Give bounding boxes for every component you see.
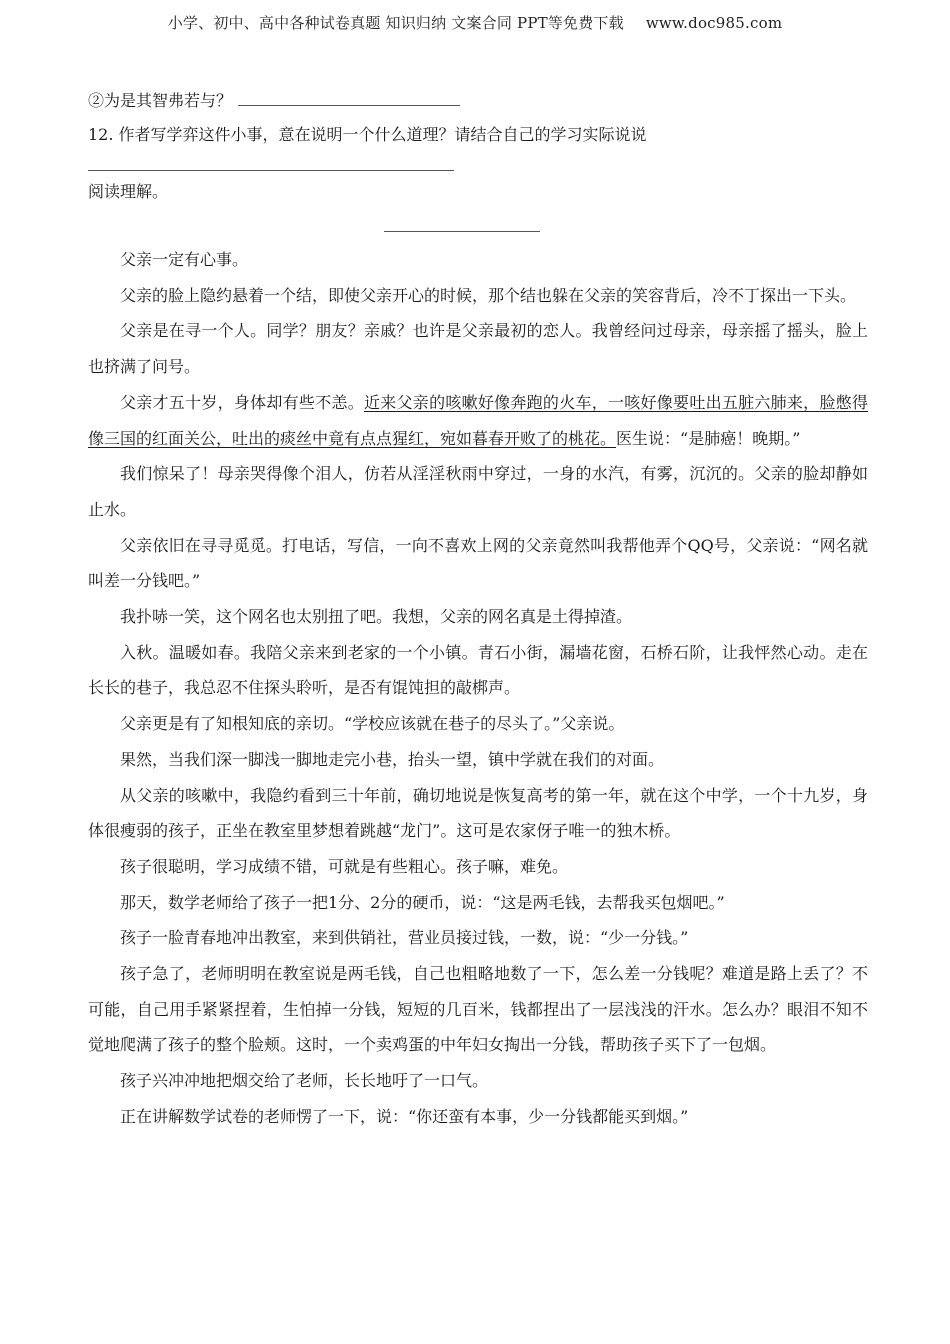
question-2-text: ②为是其智弗若与？: [88, 91, 233, 110]
passage-paragraph: 果然，当我们深一脚浅一脚地走完小巷，抬头一望，镇中学就在我们的对面。: [120, 749, 665, 769]
passage-paragraph: 孩子很聪明，学习成绩不错，可就是有些粗心。孩子嘛，难免。: [120, 856, 569, 876]
page-header: [0, 12, 950, 33]
passage-paragraph: 孩子兴冲冲地把烟交给了老师，长长地吁了一口气。: [120, 1071, 489, 1091]
passage-paragraph: [88, 385, 868, 456]
passage-paragraph: 孩子一脸青春地冲出教室，来到供销社，营业员接过钱，一数，说：“少一分钱。”: [120, 928, 689, 948]
passage-paragraph: 父亲一定有心事。: [120, 250, 249, 269]
answer-blank-12[interactable]: [88, 170, 454, 171]
question-12: [88, 118, 868, 152]
document-body: [88, 84, 868, 1135]
question-12-text: 12. 作者写学弈这件小事，意在说明一个什么道理？请结合自己的学习实际说说: [88, 125, 647, 144]
section-title: 阅读理解。: [88, 182, 169, 201]
passage-paragraph: 父亲是在寻一个人。同学？朋友？亲戚？也许是父亲最初的恋人。我曾经问过母亲，母亲摇了摇头，脸上也挤满了问号。: [88, 321, 868, 377]
passage-paragraph: 入秋。温暖如春。我陪父亲来到老家的一个小镇。青石小街，漏墙花窗，石桥石阶，让我怦然心动。走在长长的巷子，我总忍不住探头聆听，是否有馄饨担的敲梆声。: [88, 642, 868, 698]
passage-paragraph: 那天，数学老师给了孩子一把1分、2分的硬币，说：“这是两毛钱，去帮我买包烟吧。”: [120, 892, 725, 912]
paragraph-text: 医生说：“是肺癌！晚期。”: [616, 428, 801, 448]
passage-paragraph: 从父亲的咳嗽中，我隐约看到三十年前，确切地说是恢复高考的第一年，就在这个中学，一个十九岁，身体很瘦弱的孩子，正坐在教室里梦想着跳越“龙门”。这可是农家伢子唯一的独木桥。: [88, 785, 868, 841]
passage-paragraph: 父亲依旧在寻寻觅觅。打电话，写信，一向不喜欢上网的父亲竟然叫我帮他弄个QQ号，父亲说：“网名就叫差一分钱吧。”: [88, 535, 868, 591]
passage-paragraph: 我们惊呆了！母亲哭得像个泪人，仿若从淫淫秋雨中穿过，一身的水汽，有雾，沉沉的。父亲的脸却静如止水。: [88, 464, 868, 519]
answer-blank-2[interactable]: [238, 91, 460, 106]
underlined-sentence: 近来父亲的咳嗽好像奔跑的火车，一咳好像要吐出五脏六肺来，脸憋得像三国的红面关公，吐出的痰丝中竟有点点猩红，宛如暮春开败了的桃花。: [88, 392, 868, 448]
passage-paragraph: 正在讲解数学试卷的老师愣了一下，说：“你还蛮有本事，少一分钱都能买到烟。”: [120, 1106, 689, 1126]
passage-paragraph: 我扑哧一笑，这个网名也太别扭了吧。我想，父亲的网名真是土得掉渣。: [120, 607, 633, 627]
paragraph-text: 父亲才五十岁，身体却有些不恙。: [120, 392, 364, 412]
header-text: 小学、初中、高中各种试卷真题 知识归纳 文案合同 PPT等免费下载: [167, 14, 624, 32]
passage-paragraph: 父亲更是有了知根知底的亲切。“学校应该就在巷子的尽头了。”父亲说。: [120, 714, 625, 734]
header-url: www.doc985.com: [645, 14, 783, 32]
question-2: [88, 84, 868, 118]
reading-passage: [88, 242, 868, 1135]
passage-paragraph: 父亲的脸上隐约悬着一个结，即使父亲开心的时候，那个结也躲在父亲的笑容背后，冷不丁探出一下头。: [120, 285, 857, 305]
passage-paragraph: 孩子急了，老师明明在教室说是两毛钱，自己也粗略地数了一下，怎么差一分钱呢？难道是路上丢了？不可能，自己用手紧紧捏着，生怕掉一分钱，短短的几百米，钱都捏出了一层浅浅的汗水。怎么办？眼泪不知不觉地爬满了孩子的整个脸颊。这时，一个卖鸡蛋的中年妇女掏出一分钱，帮助孩子买下了一包烟。: [88, 964, 868, 1055]
